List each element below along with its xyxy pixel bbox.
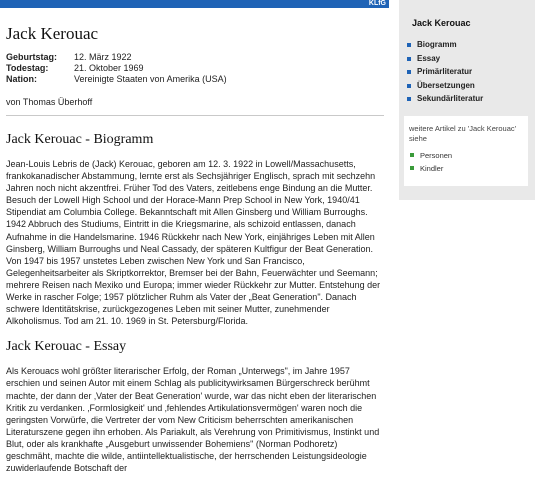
related-link-kindler[interactable] — [409, 162, 452, 175]
article — [6, 10, 384, 486]
related-link-label: Kindler — [420, 164, 444, 173]
square-bullet-icon — [410, 153, 414, 157]
square-bullet-icon — [407, 84, 411, 88]
section-text-biogramm: Jean-Louis Lebris de (Jack) Kerouac, geboren am 12. 3. 1922 in Lowell/Massachusetts, frankokanadischer Abstammung, lernte erst als Sechsjähriger Englisch, sprach mit sechzehn Jahren noch nicht akzentfrei. Früher Tod des Vaters, zeitlebens enge Bindung an die Mutter. Besuch der Lowell High School und der Horace-Mann Prep School in New York, 1940/41 Stipendiat am Columbia College. Bekanntschaft mit Allen Ginsberg und William Burroughs. 1942 Abbruch des Studiums, Eintritt in die Kriegsmarine, als schizoid entlassen, danach Aufnahme in die Handelsmarine. 1946 Rückkehr nach New York, einjähriges Leben mit Allen Ginsberg, William Burroughs und Neal Cassady, der späteren Kultfigur der Beat Generation. Von 1947 bis 1957 unstetes Leben zwischen New York und San Francisco, Gelegenheitsarbeiter als Skriptkorrektor, Bremser bei der Bahn, Feuerwächter und Seemann; mehrere Reisen nach Mexiko und Europa; immer wieder Rückkehr zur Mutter. Entstehung der Werke in rascher Folge; 1957 plötzlicher Ruhm als Vater der „Beat Generation". Danach schwere Identitätskrise, zurückgezogenes Leben mit seiner Mutter, zunehmender Alkoholismus. Tod am 21. 10. 1969 in St. Petersburg/Florida. — [6, 159, 381, 327]
top-bar — [0, 0, 389, 8]
divider — [6, 115, 384, 116]
sidebar-item-label: Übersetzungen — [417, 80, 475, 90]
related-links — [409, 149, 452, 175]
fact-label: Nation: — [6, 74, 37, 84]
fact-label: Todestag: — [6, 63, 49, 73]
sidebar-item-label: Primärliteratur — [417, 67, 473, 77]
fact-label: Geburtstag: — [6, 52, 58, 62]
square-bullet-icon — [407, 97, 411, 101]
square-bullet-icon — [410, 166, 414, 170]
sidebar-title: Jack Kerouac — [412, 18, 471, 28]
sidebar-item-primaerliteratur[interactable] — [407, 65, 483, 79]
related-link-personen[interactable] — [409, 149, 452, 162]
sidebar-item-essay[interactable] — [407, 52, 483, 66]
section-heading-biogramm: Jack Kerouac - Biogramm — [6, 132, 154, 147]
section-heading-essay: Jack Kerouac - Essay — [6, 339, 127, 355]
author-line: von Thomas Überhoff — [6, 97, 93, 107]
square-bullet-icon — [407, 57, 411, 61]
square-bullet-icon — [407, 43, 411, 47]
section-text-essay: Als Kerouacs wohl größter literarischer Erfolg, der Roman „Unterwegs", im Jahre 1957 erschien und seinen Autor mit einem Schlag als publicitywirksamen Bürgerschreck berühmt machte, der dann der ‚Vater der Beat Generation' wurde, war das nicht eben der literarischen Kritik zu verdanken. ‚Formlosigkeit' und ‚fehlendes Artikulationsvermögen' waren noch die geringsten Vorwürfe, die Vertreter der vom New Criticism beherrschten amerikanischen Literaturszene gegen ihn erhoben. Als Pariakult, als Verehrung von Primitivismus, Instinkt und Blut, oder als krankhafte „Ausgeburt unwissender Bohemiens" (Norman Podhoretz) geschmäht, machte die wilde, antiintellektualistische, der herrschenden Leistungsideologie zuwiderlaufende Botschaft der — [6, 366, 380, 474]
sidebar-item-label: Essay — [417, 53, 441, 63]
related-articles-box — [404, 116, 528, 186]
fact-value: 12. März 1922 — [74, 52, 132, 62]
sidebar-item-sekundaerliteratur[interactable] — [407, 92, 483, 106]
person-facts — [6, 52, 384, 85]
sidebar — [399, 0, 535, 200]
fact-value: 21. Oktober 1969 — [74, 63, 144, 73]
square-bullet-icon — [407, 70, 411, 74]
fact-death — [6, 63, 384, 74]
related-intro: weitere Artikel zu 'Jack Kerouac' siehe — [409, 124, 517, 143]
fact-value: Vereinigte Staaten von Amerika (USA) — [74, 74, 227, 84]
brand-logo: KLfG — [368, 0, 386, 7]
sidebar-item-label: Sekundärliteratur — [417, 94, 484, 104]
fact-birth — [6, 52, 384, 63]
related-link-label: Personen — [420, 151, 453, 160]
fact-nation — [6, 74, 384, 85]
sidebar-item-label: Biogramm — [417, 40, 457, 49]
sidebar-item-uebersetzungen[interactable] — [407, 79, 483, 93]
sidebar-nav — [407, 38, 483, 106]
page-title: Jack Kerouac — [6, 24, 99, 43]
sidebar-item-biogramm[interactable] — [407, 38, 483, 52]
